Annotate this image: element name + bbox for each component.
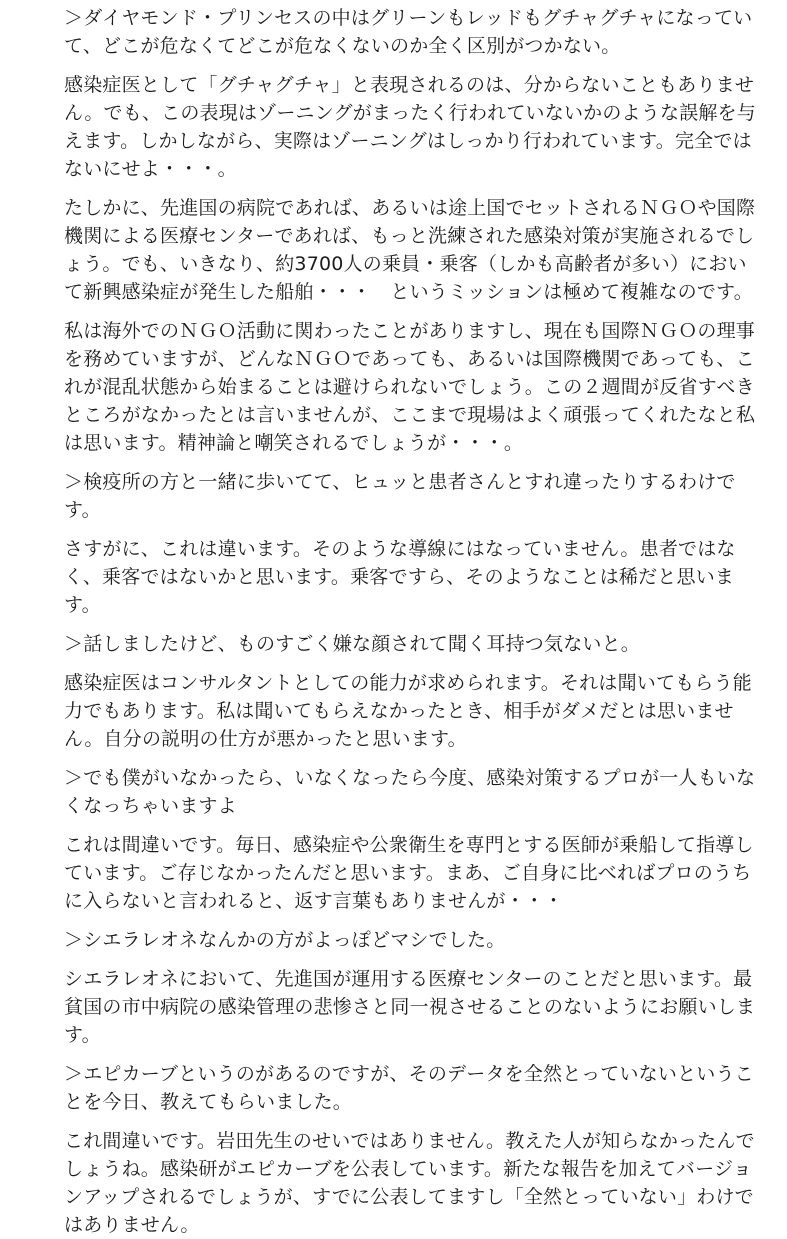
quote-paragraph-1: ＞ダイヤモンド・プリンセスの中はグリーンもレッドもグチャグチャになっていて、どこが危なくてどこが危なくないのか全く区別がつかない。 — [64, 7, 753, 57]
quote-paragraph-6: ＞エピカーブというのがあるのですが、そのデータを全然とっていないということを今日、教えてもらいました。 — [64, 1063, 754, 1113]
response-paragraph-2: たしかに、先進国の病院であれば、あるいは途上国でセットされるＮＧＯや国際機関による医療センターであれば、もっと洗練された感染対策が実施されるでしょう。でも、いきなり、約3700人の乗員・乗客（しかも高齢者が多い）において新興感染症が発生した船舶・・・ というミッションは極めて複雑なのです。 — [64, 197, 756, 303]
response-paragraph-5: 感染症医はコンサルタントとしての能力が求められます。それは聞いてもらう能力でもあります。私は聞いてもらえなかったとき、相手がダメだとは思いません。自分の説明の仕方が悪かったと思います。 — [64, 672, 752, 750]
response-paragraph-4: さすがに、これは違います。そのような導線にはなっていません。患者ではなく、乗客ではないかと思います。乗客ですら、そのようなことは稀だと思います。 — [64, 538, 736, 616]
response-paragraph-7: シエラレオネにおいて、先進国が運用する医療センターのことだと思います。最貧国の市中病院の感染管理の悲惨さと同一視させることのないようにお願いします。 — [64, 968, 756, 1046]
response-paragraph-1: 感染症医として「グチャグチャ」と表現されるのは、分からないこともありません。でも、この表現はゾーニングがまったく行われていないかのような誤解を与えます。しかしながら、実際はゾーニングはしっかり行われています。完全ではないにせよ・・・。 — [64, 74, 756, 180]
quote-paragraph-4: ＞でも僕がいなかったら、いなくなったら今度、感染対策するプロが一人もいなくなっちゃいますよ — [64, 767, 756, 817]
response-paragraph-8: これ間違いです。岩田先生のせいではありません。教えた人が知らなかったんでしょうね。感染研がエピカーブを公表しています。新たな報告を加えてバージョンアップされるでしょうが、すでに公表してますし「全然とっていない」わけではありません。 — [64, 1130, 755, 1236]
response-paragraph-6: これは間違いです。毎日、感染症や公衆衛生を専門とする医師が乗船して指導しています。ご存じなかったんだと思います。まあ、ご自身に比べればプロのうちに入らないと言われると、返す言葉もありませんが・・・ — [64, 834, 754, 912]
quote-paragraph-5: ＞シエラレオネなんかの方がよっぽどマシでした。 — [64, 929, 506, 951]
quote-paragraph-3: ＞話しましたけど、ものすごく嫌な顔されて聞く耳持つ気ないと。 — [64, 633, 641, 655]
response-paragraph-3: 私は海外でのＮＧＯ活動に関わったことがありますし、現在も国際ＮＧＯの理事を務めていますが、どんなＮＧＯであっても、あるいは国際機関であっても、これが混乱状態から始まることは避けられないでしょう。この２週間が反省すべきところがなかったとは言いませんが、ここまで現場はよく頑張ってくれたなと私は思います。精神論と嘲笑されるでしょうが・・・。 — [64, 320, 756, 454]
quote-paragraph-2: ＞検疫所の方と一緒に歩いてて、ヒュッと患者さんとすれ違ったりするわけです。 — [64, 471, 736, 521]
